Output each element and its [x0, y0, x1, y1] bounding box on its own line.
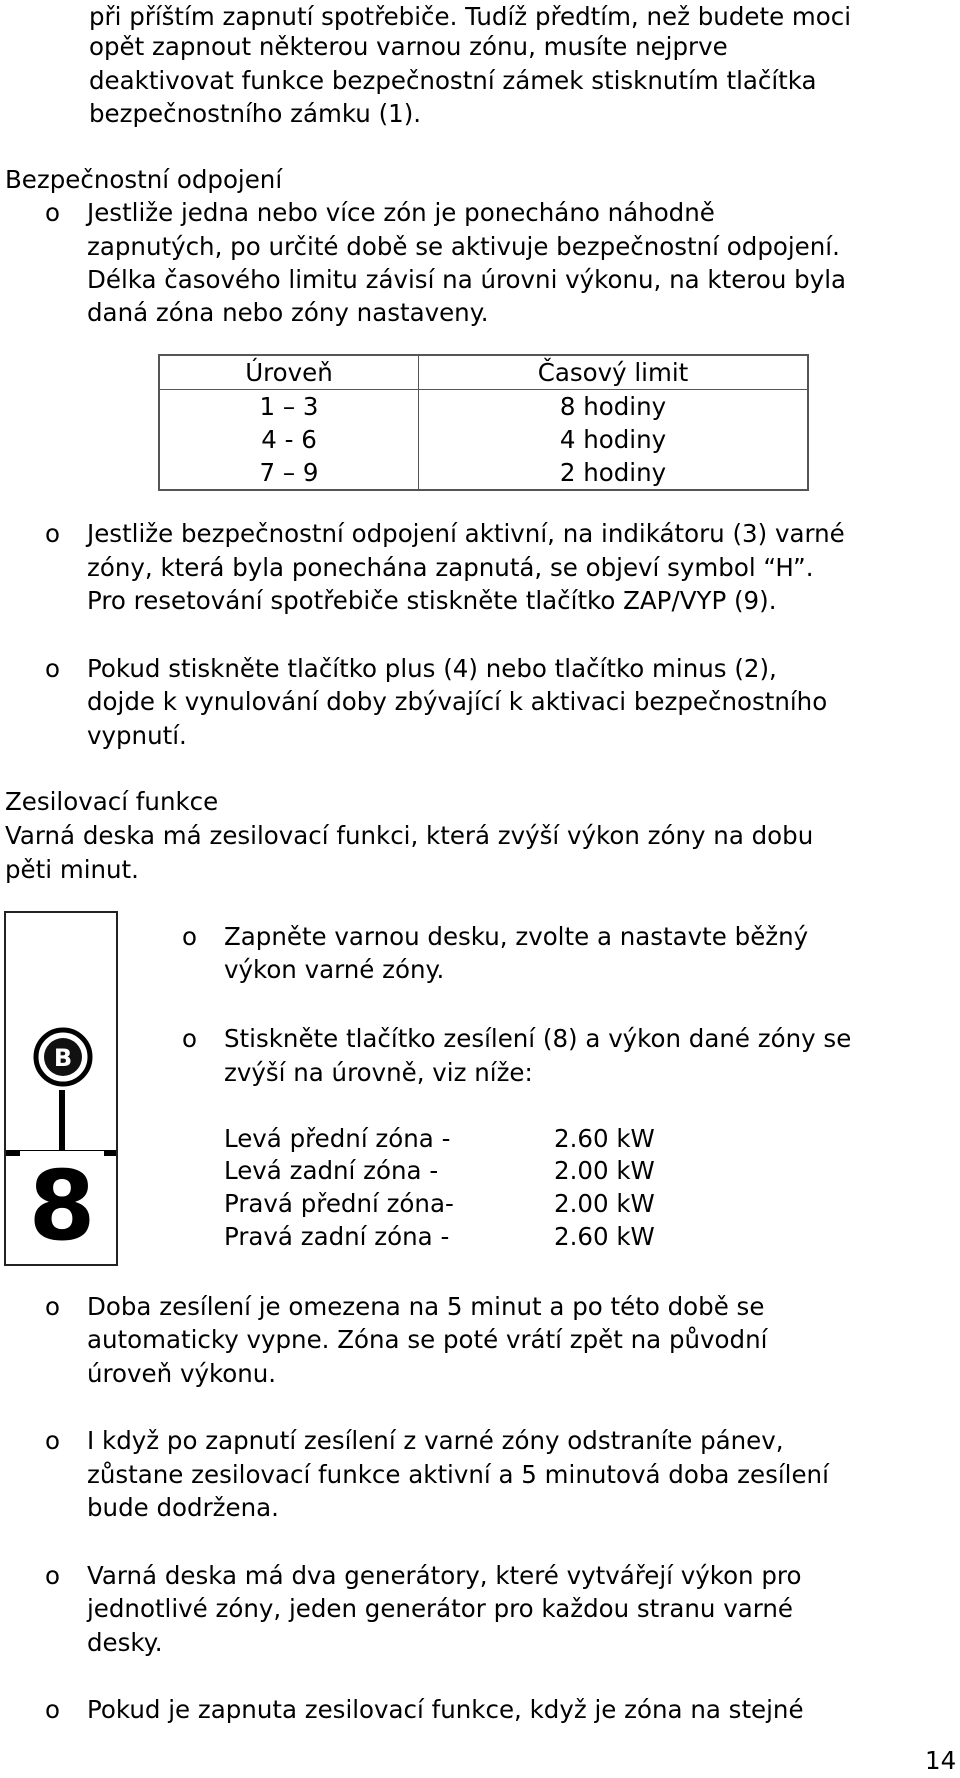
text-line: Jestliže jedna nebo více zón je ponecháno náhodně [87, 198, 715, 227]
text-line: Pokud stiskněte tlačítko plus (4) nebo tlačítko minus (2), [87, 654, 777, 683]
text-line: Varná deska má dva generátory, které vytvářejí výkon pro [87, 1561, 802, 1590]
text-line: deaktivovat funkce bezpečnostní zámek stisknutím tlačítka [89, 66, 817, 95]
text-line: zóny, která byla ponechána zapnutá, se objeví symbol “H”. [87, 553, 814, 582]
table-header-cell: Úroveň [159, 355, 419, 390]
text-line: dojde k vynulování doby zbývající k aktivaci bezpečnostního [87, 687, 828, 716]
boost-button-illustration [4, 911, 118, 1266]
zone-power: 2.00 kW [554, 1189, 655, 1218]
table-cell: 7 – 9 [159, 456, 419, 490]
text-line: výkon varné zóny. [224, 955, 445, 984]
table-cell: 1 – 3 [159, 390, 419, 424]
text-line: zapnutých, po určité době se aktivuje bezpečnostní odpojení. [87, 232, 840, 261]
text-line: Varná deska má zesilovací funkci, která zvýší výkon zóny na dobu [5, 821, 814, 850]
text-line: Jestliže bezpečnostní odpojení aktivní, na indikátoru (3) varné [87, 519, 845, 548]
table-cell: 4 - 6 [159, 423, 419, 456]
text-line: automaticky vypne. Zóna se poté vrátí zpět na původní [87, 1325, 768, 1354]
text-line: zvýší na úrovně, viz níže: [224, 1058, 533, 1087]
time-limit-table [158, 354, 809, 491]
bullet-marker: o [45, 1561, 60, 1590]
table-row [159, 390, 808, 424]
bullet-marker: o [182, 922, 197, 951]
text-line: Doba zesílení je omezena na 5 minut a po této době se [87, 1292, 765, 1321]
text-line: pěti minut. [5, 855, 139, 884]
table-cell: 2 hodiny [559, 458, 667, 487]
table-row [159, 456, 808, 490]
text-line: při příštím zapnutí spotřebiče. Tudíž předtím, než budete moci [89, 2, 852, 31]
bullet-marker: o [45, 198, 60, 227]
table-cell: 8 hodiny [559, 392, 667, 421]
text-line: Pokud je zapnuta zesilovací funkce, když je zóna na stejné [87, 1695, 804, 1724]
boost-button-icon [32, 1026, 94, 1088]
bullet-marker: o [45, 1695, 60, 1724]
bullet-marker: o [45, 519, 60, 548]
text-line: jednotlivé zóny, jeden generátor pro každou stranu varné [87, 1594, 793, 1623]
table-row [159, 423, 808, 456]
zone-label: Pravá přední zóna- [224, 1189, 454, 1218]
text-line: Délka časového limitu závisí na úrovni výkonu, na kterou byla [87, 265, 847, 294]
boost-heading: Zesilovací funkce [5, 787, 219, 816]
text-line: Stiskněte tlačítko zesílení (8) a výkon dané zóny se [224, 1024, 852, 1053]
bullet-marker: o [45, 1292, 60, 1321]
zone-power: 2.60 kW [554, 1222, 655, 1251]
badge-letter: B [53, 1044, 73, 1072]
zone-power: 2.00 kW [554, 1156, 655, 1185]
text-line: bude dodržena. [87, 1493, 279, 1522]
table-cell: 4 hodiny [559, 425, 667, 454]
bullet-marker: o [45, 1426, 60, 1455]
bullet-marker: o [182, 1024, 197, 1053]
zone-power: 2.60 kW [554, 1124, 655, 1153]
text-line: vypnutí. [87, 721, 187, 750]
text-line: I když po zapnutí zesílení z varné zóny odstraníte pánev, [87, 1426, 784, 1455]
table-header-row [159, 355, 808, 390]
text-line: zůstane zesilovací funkce aktivní a 5 minutová doba zesílení [87, 1460, 829, 1489]
bullet-marker: o [45, 654, 60, 683]
text-line: opět zapnout některou varnou zónu, musíte nejprve [89, 32, 728, 61]
text-line: Pro resetování spotřebiče stiskněte tlačítko ZAP/VYP (9). [87, 586, 777, 615]
text-line: desky. [87, 1628, 163, 1657]
page-number: 14 [925, 1746, 957, 1775]
boost-digit: 8 [20, 1151, 104, 1261]
text-line: bezpečnostního zámku (1). [89, 99, 422, 128]
zone-label: Levá zadní zóna - [224, 1156, 439, 1185]
table-header-cell: Časový limit [419, 355, 809, 390]
text-line: Zapněte varnou desku, zvolte a nastavte běžný [224, 922, 809, 951]
text-line: úroveň výkonu. [87, 1359, 277, 1388]
zone-label: Levá přední zóna - [224, 1124, 451, 1153]
safety-heading: Bezpečnostní odpojení [5, 165, 283, 194]
zone-label: Pravá zadní zóna - [224, 1222, 450, 1251]
text-line: daná zóna nebo zóny nastaveny. [87, 298, 489, 327]
